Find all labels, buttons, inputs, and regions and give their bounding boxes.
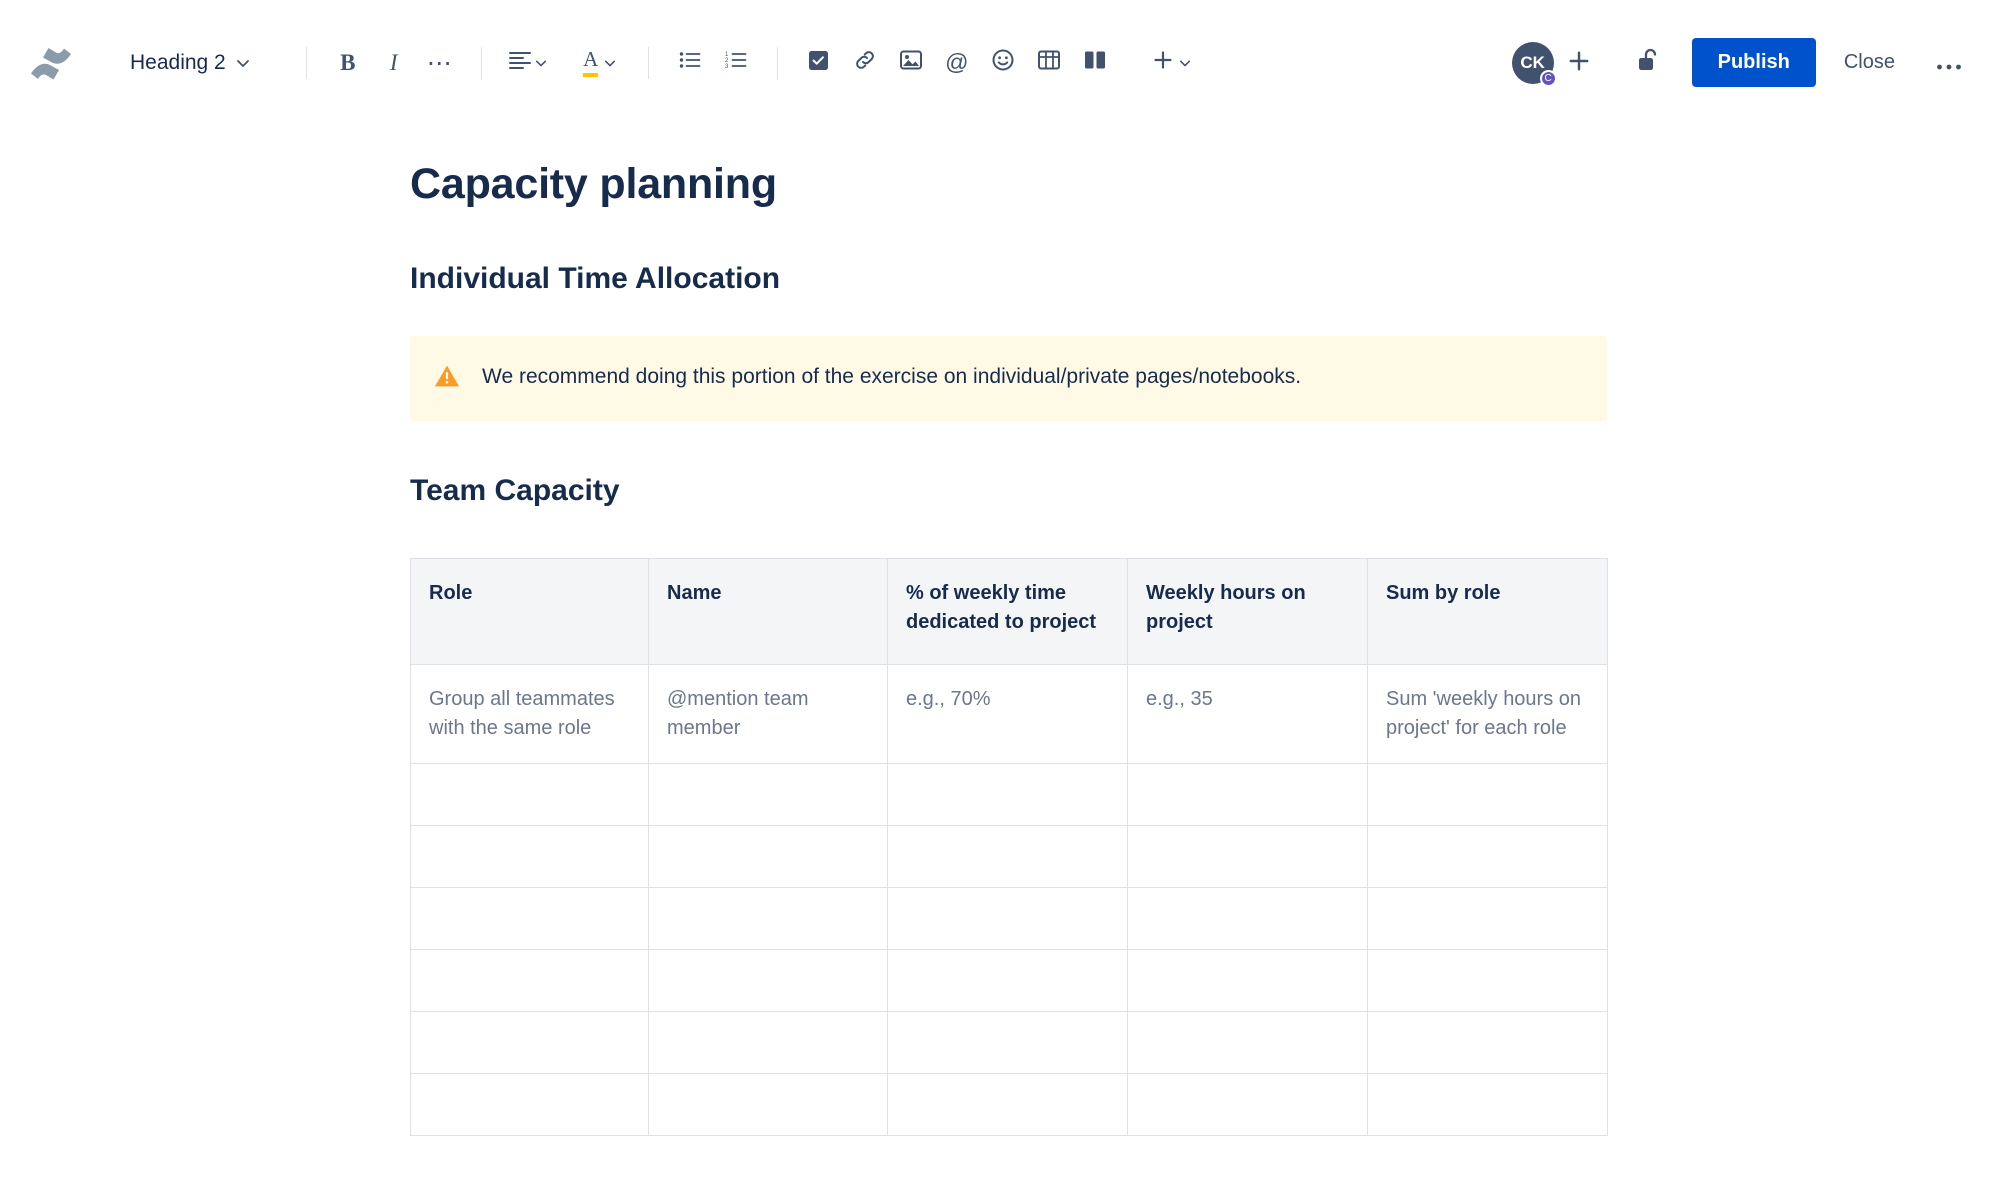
- table-button[interactable]: [1026, 40, 1072, 86]
- ellipsis-icon: [1936, 47, 1962, 78]
- confluence-logo-icon[interactable]: [28, 40, 74, 86]
- text-style-label: Heading 2: [130, 50, 226, 74]
- table-cell[interactable]: [1368, 888, 1608, 950]
- bold-button[interactable]: [325, 40, 371, 86]
- image-button[interactable]: [888, 40, 934, 86]
- table-cell[interactable]: [411, 764, 649, 826]
- table-cell[interactable]: [888, 888, 1128, 950]
- table-cell[interactable]: e.g., 35: [1128, 665, 1368, 764]
- table-cell[interactable]: [888, 764, 1128, 826]
- table-cell[interactable]: [411, 888, 649, 950]
- table-cell[interactable]: [649, 888, 888, 950]
- link-button[interactable]: [842, 40, 888, 86]
- page-title[interactable]: Capacity planning: [410, 160, 777, 208]
- column-header-weekly-hours[interactable]: Weekly hours on project: [1128, 559, 1368, 665]
- column-header-percent-weekly-time[interactable]: % of weekly time dedicated to project: [888, 559, 1128, 665]
- editor-toolbar: [0, 0, 1999, 126]
- svg-text:2: 2: [724, 58, 729, 64]
- table-cell[interactable]: Group all teammates with the same role: [411, 665, 649, 764]
- toolbar-divider: [481, 47, 482, 79]
- column-header-name[interactable]: Name: [649, 559, 888, 665]
- avatar-badge: C: [1540, 70, 1557, 87]
- table-cell[interactable]: [1128, 1074, 1368, 1136]
- warning-triangle-icon: [434, 364, 460, 393]
- warning-panel: [410, 336, 1607, 421]
- task-list-button[interactable]: [796, 40, 842, 86]
- link-icon: [854, 49, 876, 76]
- table-cell[interactable]: [1128, 764, 1368, 826]
- numbered-list-button[interactable]: [713, 40, 759, 86]
- table-row[interactable]: [411, 1074, 1608, 1136]
- svg-text:3: 3: [724, 64, 729, 69]
- table-cell[interactable]: [411, 1012, 649, 1074]
- more-actions-button[interactable]: [1927, 41, 1971, 85]
- table-cell[interactable]: [649, 1074, 888, 1136]
- checkbox-icon: [808, 50, 829, 76]
- table-row[interactable]: [411, 826, 1608, 888]
- mention-button[interactable]: [934, 40, 980, 86]
- table-cell[interactable]: Sum 'weekly hours on project' for each role: [1368, 665, 1608, 764]
- layout-icon: [1084, 50, 1106, 75]
- table-cell[interactable]: @mention team member: [649, 665, 888, 764]
- bulleted-list-button[interactable]: [667, 40, 713, 86]
- toolbar-divider: [306, 47, 307, 79]
- table-row[interactable]: [411, 764, 1608, 826]
- section-heading-individual-time-allocation[interactable]: Individual Time Allocation: [410, 262, 781, 295]
- plus-icon: [1153, 50, 1173, 75]
- table-cell[interactable]: [1368, 1074, 1608, 1136]
- warning-panel-text: We recommend doing this portion of the exercise on individual/private pages/notebooks.: [482, 365, 1302, 388]
- italic-icon: I: [389, 49, 398, 75]
- italic-button[interactable]: [371, 40, 417, 86]
- plus-icon: [1568, 47, 1590, 79]
- table-cell[interactable]: e.g., 70%: [888, 665, 1128, 764]
- table-cell[interactable]: [888, 1074, 1128, 1136]
- table-header-row: [411, 559, 1608, 665]
- table-cell[interactable]: [411, 950, 649, 1012]
- column-header-role[interactable]: Role: [411, 559, 649, 665]
- table-cell[interactable]: [411, 826, 649, 888]
- table-row[interactable]: [411, 665, 1608, 764]
- table-cell[interactable]: [1128, 826, 1368, 888]
- document-body: [0, 160, 1999, 1136]
- table-cell[interactable]: [649, 764, 888, 826]
- mention-icon: @: [945, 49, 969, 75]
- text-align-button[interactable]: [500, 40, 558, 86]
- table-cell[interactable]: [649, 826, 888, 888]
- publish-button[interactable]: Publish: [1692, 38, 1816, 87]
- unlocked-padlock-icon: [1636, 47, 1660, 78]
- text-color-button[interactable]: [572, 40, 630, 86]
- toolbar-divider: [648, 47, 649, 79]
- table-cell[interactable]: [1368, 1012, 1608, 1074]
- chevron-down-icon: [535, 56, 549, 70]
- column-header-sum-by-role[interactable]: Sum by role: [1368, 559, 1608, 665]
- text-color-icon: A: [583, 49, 598, 77]
- restrictions-button[interactable]: [1626, 41, 1670, 85]
- table-cell[interactable]: [649, 1012, 888, 1074]
- more-formatting-button[interactable]: [417, 40, 463, 86]
- svg-text:1: 1: [724, 52, 729, 58]
- numbered-list-icon: [725, 51, 747, 74]
- table-row[interactable]: [411, 950, 1608, 1012]
- chevron-down-icon: [236, 56, 250, 70]
- table-cell[interactable]: [888, 950, 1128, 1012]
- align-left-icon: [509, 51, 531, 74]
- emoji-icon: [992, 49, 1014, 76]
- table-cell[interactable]: [1368, 826, 1608, 888]
- image-icon: [900, 50, 922, 75]
- toolbar-right-group: [1512, 38, 1971, 87]
- avatar-initials: CK: [1520, 52, 1545, 72]
- table-cell[interactable]: [1368, 764, 1608, 826]
- toolbar-divider: [777, 47, 778, 79]
- table-cell[interactable]: [411, 1074, 649, 1136]
- toolbar-style-group: [118, 43, 288, 83]
- table-cell[interactable]: [888, 1012, 1128, 1074]
- chevron-down-icon: [1179, 56, 1193, 70]
- chevron-down-icon: [604, 56, 618, 70]
- layout-button[interactable]: [1072, 40, 1118, 86]
- close-button[interactable]: Close: [1826, 38, 1913, 87]
- insert-more-button[interactable]: [1144, 40, 1202, 86]
- text-style-selector[interactable]: [118, 43, 262, 83]
- table-cell[interactable]: [888, 826, 1128, 888]
- table-cell[interactable]: [649, 950, 888, 1012]
- table-cell[interactable]: [1128, 1012, 1368, 1074]
- ellipsis-icon: ⋯: [426, 48, 453, 77]
- table-cell[interactable]: [1128, 950, 1368, 1012]
- table-row[interactable]: [411, 1012, 1608, 1074]
- table-icon: [1038, 50, 1060, 75]
- team-capacity-table[interactable]: [410, 558, 1608, 1136]
- bulleted-list-icon: [679, 51, 701, 74]
- avatar[interactable]: [1512, 42, 1554, 84]
- add-person-button[interactable]: [1560, 44, 1598, 82]
- emoji-button[interactable]: [980, 40, 1026, 86]
- bold-icon: B: [340, 49, 356, 75]
- table-row[interactable]: [411, 888, 1608, 950]
- section-heading-team-capacity[interactable]: Team Capacity: [410, 474, 620, 507]
- table-cell[interactable]: [1128, 888, 1368, 950]
- table-cell[interactable]: [1368, 950, 1608, 1012]
